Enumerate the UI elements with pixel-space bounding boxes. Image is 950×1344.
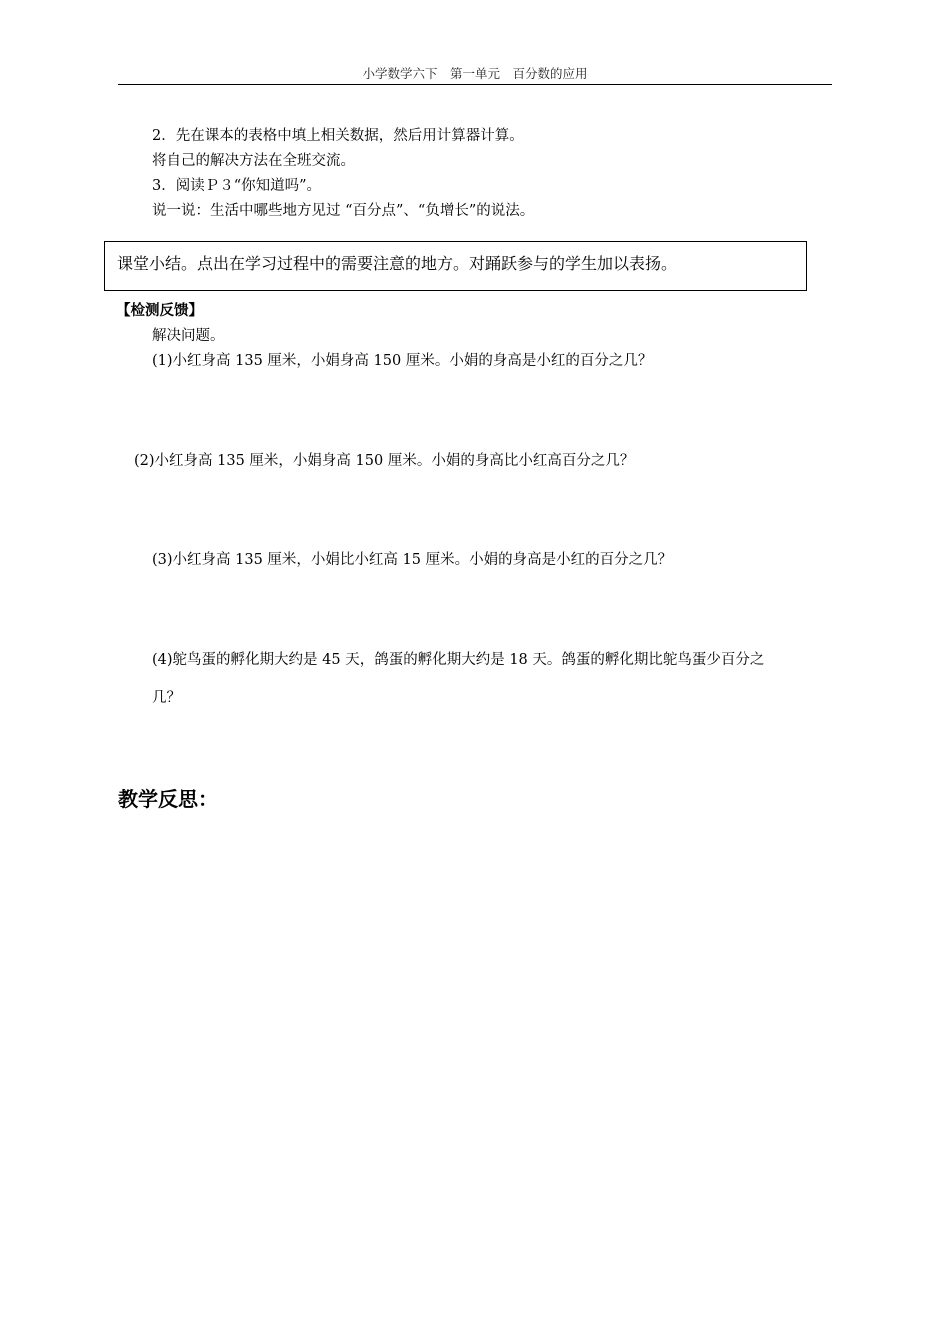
- activity-step2-line1: 2．先在课本的表格中填上相关数据，然后用计算器计算。: [152, 128, 524, 144]
- question-2: (2)小红身高 135 厘米，小娟身高 150 厘米。小娟的身高比小红高百分之几？: [134, 453, 635, 469]
- question-3: (3)小红身高 135 厘米，小娟比小红高 15 厘米。小娟的身高是小红的百分之几？: [152, 552, 673, 568]
- reflection-title: 教学反思：: [118, 787, 218, 811]
- question-1: (1)小红身高 135 厘米，小娟身高 150 厘米。小娟的身高是小红的百分之几？: [152, 353, 653, 369]
- page-header: [118, 66, 832, 85]
- question-4-line2: 几？: [152, 690, 181, 706]
- question-4-line1: (4)鸵鸟蛋的孵化期大约是 45 天，鸽蛋的孵化期大约是 18 天。鸽蛋的孵化期比鸵鸟蛋少百分之: [152, 652, 765, 668]
- header-title: 小学数学六下 第一单元 百分数的应用: [362, 66, 588, 81]
- feedback-intro: 解决问题。: [152, 328, 225, 344]
- summary-text: 课堂小结。点出在学习过程中的需要注意的地方。对踊跃参与的学生加以表扬。: [117, 254, 678, 273]
- activity-step3-line1: 3．阅读Ｐ３“你知道吗”。: [152, 178, 322, 194]
- activity-step3-line2: 说一说：生活中哪些地方见过 “百分点”、“负增长”的说法。: [152, 203, 535, 219]
- summary-box: [104, 241, 807, 291]
- feedback-section-title: 【检测反馈】: [116, 303, 203, 319]
- activity-step2-line2: 将自己的解决方法在全班交流。: [152, 153, 355, 169]
